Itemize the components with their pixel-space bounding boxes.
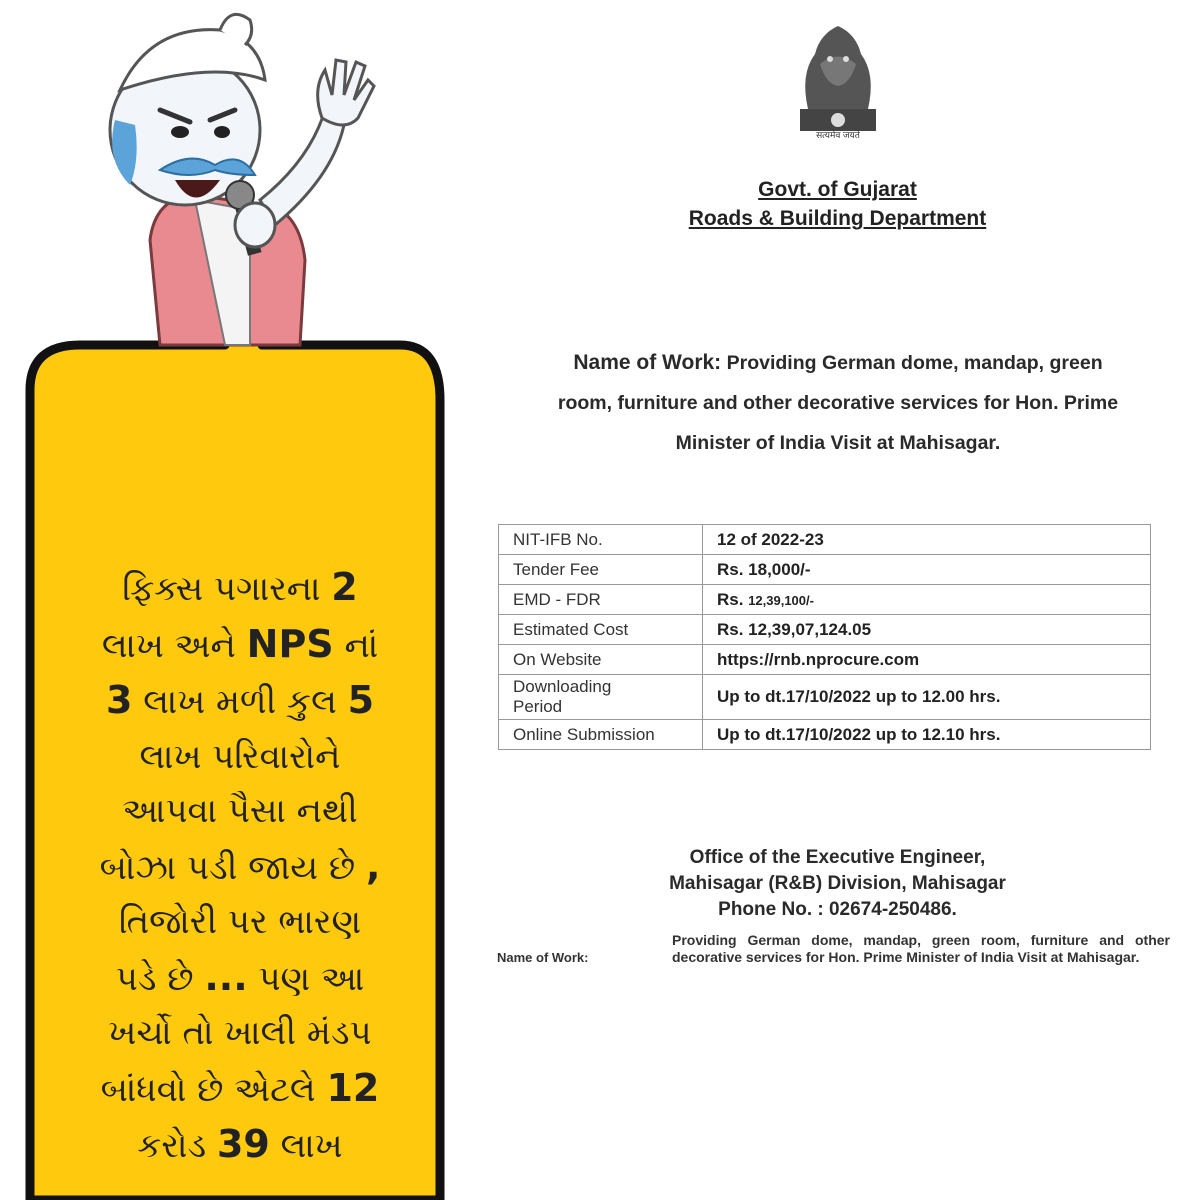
bubble-line: લાખ પરિવારોને [139, 736, 341, 777]
work-line-1: Providing German dome, mandap, green [726, 352, 1103, 374]
office-line-2: Mahisagar (R&B) Division, Mahisagar [669, 873, 1006, 894]
bubble-text [40, 560, 440, 1174]
bubble-line: પડે છે ... પણ આ [115, 954, 365, 999]
bubble-line: આપવા પૈસા નથી [122, 791, 358, 831]
table-row [499, 555, 1151, 585]
table-key: Downloading Period [499, 675, 703, 720]
department-line-2: Roads & Building Department [688, 207, 987, 230]
table-key: On Website [499, 645, 703, 675]
bubble-line: બોઝા પડી જાય છે , [99, 843, 381, 888]
table-value: Rs. 18,000/- [703, 555, 1151, 585]
table-value: https://rnb.nprocure.com [703, 645, 1151, 675]
work-line-2: room, furniture and other decorative services for Hon. Prime [557, 392, 1119, 414]
work-line-3: Minister of India Visit at Mahisagar. [675, 432, 1001, 454]
table-value: Up to dt.17/10/2022 up to 12.10 hrs. [703, 720, 1151, 750]
table-row [499, 645, 1151, 675]
table-row [499, 615, 1151, 645]
table-value: Rs. 12,39,07,124.05 [703, 615, 1151, 645]
name-of-work [498, 343, 1178, 463]
office-line-1: Office of the Executive Engineer, [689, 847, 986, 868]
department-header [600, 175, 1075, 233]
bubble-line: ખર્ચો તો ખાલી મંડપ [108, 1013, 372, 1053]
table-value: Rs. 12,39,100/- [703, 585, 1151, 615]
emblem-motto: सत्यमेव जयते [816, 130, 860, 140]
table-key: Online Submission [499, 720, 703, 750]
office-address [600, 845, 1075, 923]
bubble-line: તિજોરી પર ભારણ [118, 902, 362, 942]
table-key: NIT-IFB No. [499, 525, 703, 555]
bubble-line: બાંધવો છે એટલે 12 [100, 1065, 380, 1110]
work-label: Name of Work: [573, 351, 722, 374]
department-line-1: Govt. of Gujarat [758, 178, 917, 201]
bubble-line: 3 લાખ મળી કુલ 5 [105, 678, 375, 722]
table-row [499, 720, 1151, 750]
table-row [499, 585, 1151, 615]
table-value: Up to dt.17/10/2022 up to 12.00 hrs. [703, 675, 1151, 720]
table-key: Estimated Cost [499, 615, 703, 645]
table-value: 12 of 2022-23 [703, 525, 1151, 555]
table-row [499, 675, 1151, 720]
tender-table [498, 524, 1151, 750]
bubble-line: ફિક્સ પગારના 2 [122, 565, 358, 609]
work2-label: Name of Work: [497, 950, 589, 965]
table-key: EMD - FDR [499, 585, 703, 615]
bubble-line: કરોડ 39 લાખ [137, 1122, 343, 1166]
politician-speaking-icon [100, 0, 400, 350]
table-row [499, 525, 1151, 555]
state-emblem-icon [790, 14, 886, 138]
bubble-line: લાખ અને NPS નાં [101, 621, 379, 666]
work2-text: Providing German dome, mandap, green room, furniture and other decorative services for Hon. Prime Minister of India Visit at Mahisagar. [672, 932, 1170, 965]
office-phone: Phone No. : 02674-250486. [718, 899, 957, 920]
table-key: Tender Fee [499, 555, 703, 585]
